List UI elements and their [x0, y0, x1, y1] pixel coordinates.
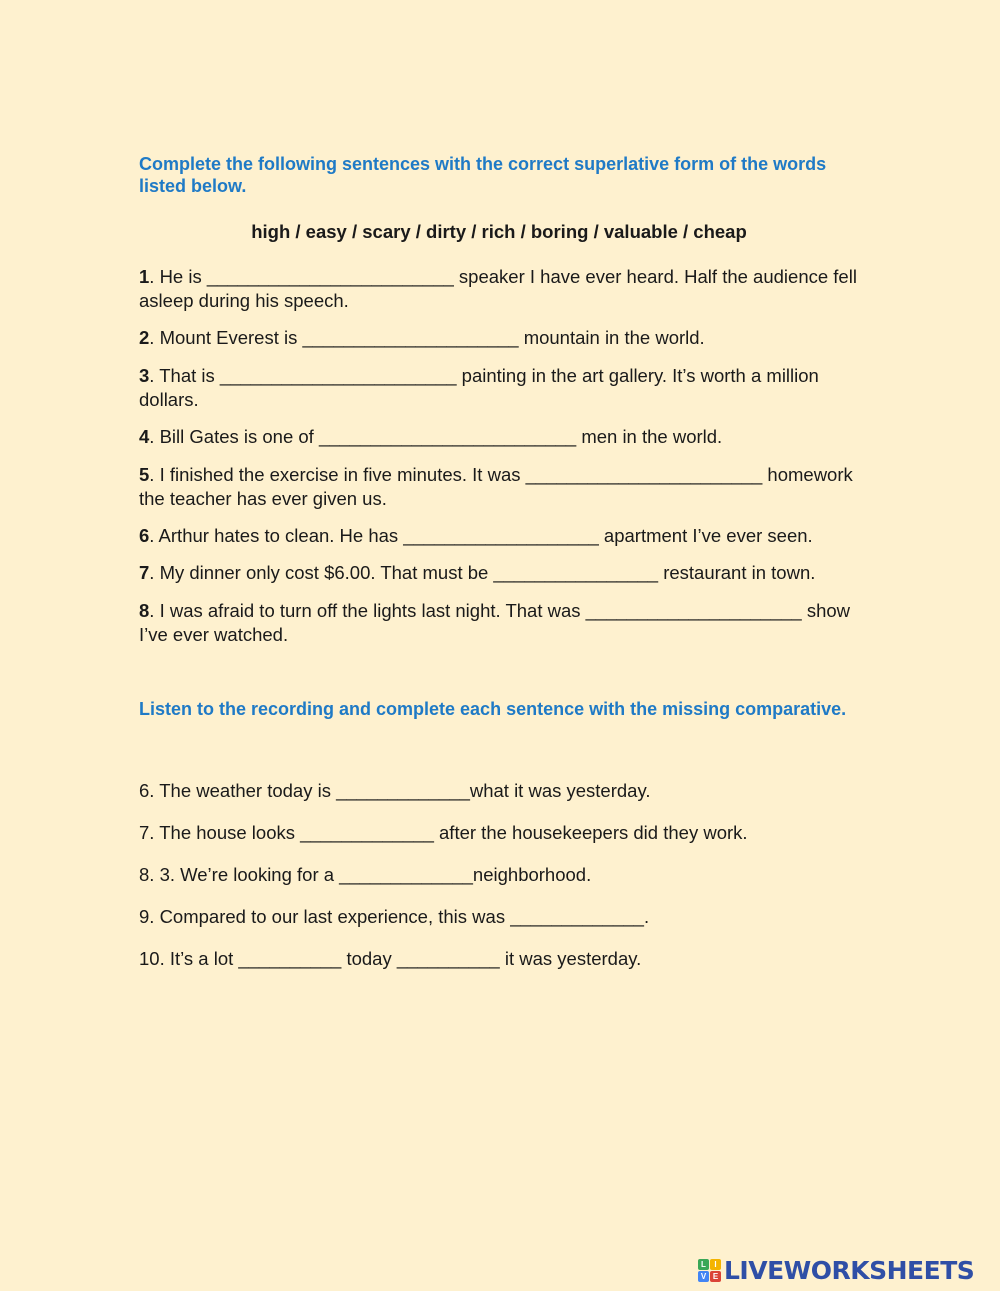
question-text: . He is ________________________ speaker I have ever heard. Half the audience fell asleep during his speech.	[139, 266, 857, 311]
logo-letter: E	[710, 1271, 721, 1282]
question-number: 3	[139, 365, 150, 386]
question-number: 8	[139, 600, 150, 621]
listening-question-7: 7. The house looks _____________ after the housekeepers did they work.	[139, 822, 748, 843]
instruction-superlative: Complete the following sentences with the correct superlative form of the words listed below.	[139, 154, 827, 196]
question-number: 5	[139, 464, 150, 485]
liveworksheets-logo[interactable]	[698, 1255, 974, 1285]
question-7	[139, 561, 859, 585]
listening-question-10: 10. It’s a lot __________ today __________ it was yesterday.	[139, 948, 642, 969]
question-text: . Arthur hates to clean. He has ___________________ apartment I’ve ever seen.	[149, 525, 813, 546]
word-bank: high / easy / scary / dirty / rich / boring / valuable / cheap	[251, 221, 747, 242]
question-4	[139, 425, 859, 449]
logo-letter: V	[698, 1271, 709, 1282]
question-number: 6	[139, 525, 150, 546]
question-text: . I finished the exercise in five minutes. It was _______________________ homework the teacher has ever given us.	[139, 464, 853, 509]
question-number: 7	[139, 562, 150, 583]
question-8	[139, 599, 859, 647]
question-1	[139, 265, 859, 313]
logo-letter: I	[710, 1259, 721, 1270]
listening-question-8: 8. 3. We’re looking for a _____________neighborhood.	[139, 864, 592, 885]
logo-letter: L	[698, 1259, 709, 1270]
question-number: 4	[139, 426, 150, 447]
question-number: 2	[139, 327, 150, 348]
instruction-comparative: Listen to the recording and complete each sentence with the missing comparative.	[139, 699, 847, 719]
listening-question-9: 9. Compared to our last experience, this was _____________.	[139, 906, 650, 927]
question-text: . I was afraid to turn off the lights last night. That was _____________________ show I’ve ever watched.	[139, 600, 851, 645]
question-number: 1	[139, 266, 150, 287]
question-text: . Mount Everest is _____________________ mountain in the world.	[149, 327, 705, 348]
question-text: . That is _______________________ painting in the art gallery. It’s worth a million dollars.	[139, 365, 819, 410]
question-2	[139, 326, 859, 350]
question-5	[139, 463, 859, 511]
question-text: . My dinner only cost $6.00. That must be ________________ restaurant in town.	[149, 562, 816, 583]
question-3	[139, 364, 859, 412]
logo-icon	[698, 1259, 721, 1282]
logo-text: LIVEWORKSHEETS	[724, 1255, 975, 1285]
question-text: . Bill Gates is one of _________________________ men in the world.	[149, 426, 723, 447]
question-6	[139, 524, 859, 548]
listening-question-6: 6. The weather today is _____________what it was yesterday.	[139, 780, 651, 801]
